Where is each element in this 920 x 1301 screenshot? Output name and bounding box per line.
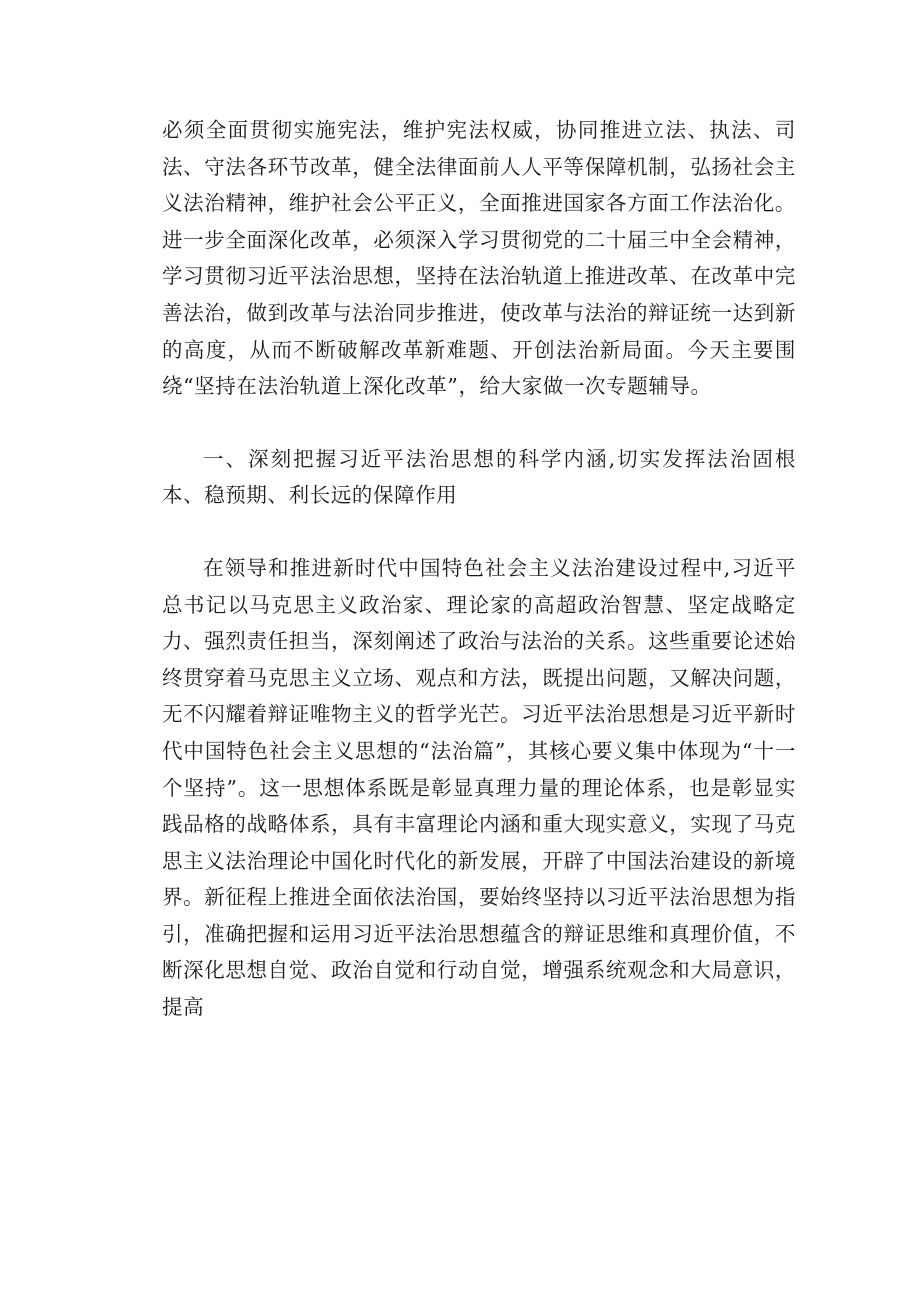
section-heading: 一、深刻把握习近平法治思想的科学内涵,切实发挥法治固根本、稳预期、利长远的保障作用 (162, 446, 796, 508)
body-paragraph: 在领导和推进新时代中国特色社会主义法治建设过程中,习近平总书记以马克思主义政治家、理论家的高超政治智慧、坚定战略定力、强烈责任担当，深刻阐述了政治与法治的关系。这些重要论述始终贯穿着马克思主义立场、观点和方法，既提出问题，又解决问题，无不闪耀着辩证唯物主义的哲学光芒。习近平法治思想是习近平新时代中国特色社会主义思想的“法治篇”，其核心要义集中体现为“十一个坚持”。这一思想体系既是彰显真理力量的理论体系，也是彰显实践品格的战略体系，具有丰富理论内涵和重大现实意义，实现了马克思主义法治理论中国化时代化的新发展，开辟了中国法治建设的新境界。新征程上推进全面依法治国，要始终坚持以习近平法治思想为指引，准确把握和运用习近平法治思想蕴含的辩证思维和真理价值，不断深化思想自觉、政治自觉和行动自觉，增强系统观念和大局意识，提高 (162, 555, 796, 1020)
intro-paragraph: 必须全面贯彻实施宪法，维护宪法权威，协同推进立法、执法、司法、守法各环节改革，健全法律面前人人平等保障机制，弘扬社会主义法治精神，维护社会公平正义，全面推进国家各方面工作法治化。进一步全面深化改革，必须深入学习贯彻党的二十届三中全会精神，学习贯彻习近平法治思想，坚持在法治轨道上推进改革、在改革中完善法治，做到改革与法治同步推进，使改革与法治的辩证统一达到新的高度，从而不断破解改革新难题、开创法治新局面。今天主要围绕“坚持在法治轨道上深化改革”，给大家做一次专题辅导。 (162, 118, 796, 399)
document-body (162, 112, 796, 1026)
